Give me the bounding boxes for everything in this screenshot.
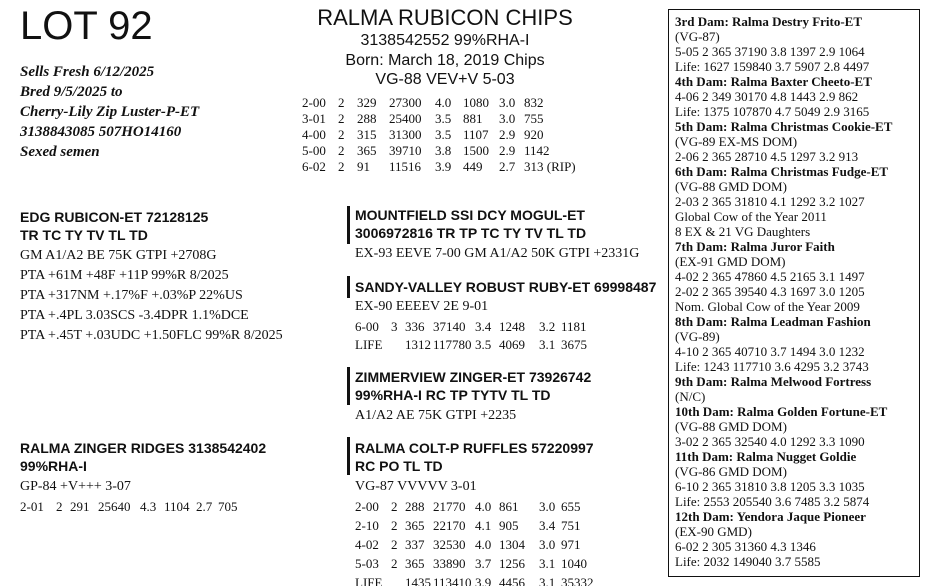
record-cell: 2 — [56, 498, 63, 514]
dam-name: RALMA ZINGER RIDGES 3138542402 — [20, 440, 267, 456]
record-cell: 1080 — [463, 95, 489, 110]
record-cell: 25640 — [98, 498, 131, 514]
record-cell: 2-01 — [20, 498, 44, 514]
record-cell: 117780 — [433, 337, 472, 352]
record-cell: 2 — [338, 111, 345, 126]
record-cell: LIFE — [355, 574, 383, 586]
dam-detail-line: 8 EX & 21 VG Daughters — [675, 224, 811, 239]
record-cell: 2 — [338, 143, 345, 158]
record-cell: 1304 — [499, 536, 525, 552]
dam-sire-block — [355, 368, 591, 426]
sire-dam-block — [355, 278, 656, 354]
record-cell: 35332 — [561, 574, 594, 586]
record-cell: 881 — [463, 111, 483, 126]
record-cell: 755 — [524, 111, 544, 126]
record-cell: 21770 — [433, 498, 466, 514]
dam-detail-line: 4-02 2 365 47860 4.5 2165 3.1 1497 — [675, 269, 865, 284]
dam-dam-records-table — [355, 497, 611, 586]
dam-detail-line: Life: 1375 107870 4.7 5049 2.9 3165 — [675, 104, 870, 119]
record-row — [302, 111, 584, 127]
record-cell: 315 — [357, 127, 377, 142]
record-cell: 4.3 — [140, 498, 157, 514]
dam-detail-line: 6-02 2 305 31360 4.3 1346 — [675, 539, 816, 554]
pedigree-bracket — [347, 367, 350, 405]
sale-info — [20, 62, 199, 162]
record-cell: 861 — [499, 498, 519, 514]
record-cell: 971 — [561, 536, 581, 552]
record-cell: 2-10 — [355, 517, 379, 533]
dam-detail-line: Life: 2553 205540 3.6 7485 3.2 5874 — [675, 494, 870, 509]
dam-dam-classification: VG-87 VVVVV 3-01 — [355, 479, 477, 494]
dam-detail-line: 2-02 2 365 39540 4.3 1697 3.0 1205 — [675, 284, 865, 299]
record-row — [355, 573, 611, 586]
dam-detail-line: Life: 1243 117710 3.6 4295 3.2 3743 — [675, 359, 869, 374]
record-cell: 4456 — [499, 574, 525, 586]
record-cell: 1256 — [499, 555, 525, 571]
dam-title: 4th Dam: Ralma Baxter Cheeto-ET — [675, 74, 872, 89]
record-row — [302, 159, 584, 175]
record-cell: 113410 — [433, 574, 472, 586]
record-cell: 22170 — [433, 517, 466, 533]
record-row — [20, 498, 258, 515]
dam-id: 99%RHA-I — [20, 458, 87, 474]
dam-detail-line: Life: 1627 159840 3.7 5907 2.8 4497 — [675, 59, 870, 74]
dam-detail-line: (VG-88 GMD DOM) — [675, 179, 787, 194]
record-cell: 3.0 — [499, 95, 516, 110]
record-cell: 2.7 — [196, 498, 213, 514]
dam-sire-codes: 99%RHA-I RC TP TYTV TL TD — [355, 387, 551, 403]
dam-detail-line: 6-10 2 365 31810 3.8 1205 3.3 1035 — [675, 479, 865, 494]
record-cell: 655 — [561, 498, 581, 514]
dam-detail-line: Nom. Global Cow of the Year 2009 — [675, 299, 860, 314]
record-cell: 2 — [391, 517, 398, 533]
dam-classification: GP-84 +V+++ 3-07 — [20, 479, 131, 494]
record-cell: 2 — [391, 555, 398, 571]
record-cell: 91 — [357, 159, 370, 174]
record-cell: 4069 — [499, 337, 525, 352]
dam-title: 3rd Dam: Ralma Destry Frito-ET — [675, 14, 863, 29]
record-cell: 905 — [499, 517, 519, 533]
record-row — [355, 318, 601, 336]
record-row — [355, 336, 601, 354]
record-row — [302, 143, 584, 159]
dam-title: 12th Dam: Yendora Jaque Pioneer — [675, 509, 866, 524]
dam-detail-line: Global Cow of the Year 2011 — [675, 209, 827, 224]
record-cell: 2 — [338, 127, 345, 142]
sale-info-line: 3138843085 507HO14160 — [20, 124, 182, 140]
record-cell: LIFE — [355, 337, 383, 352]
record-cell: 3.1 — [539, 555, 556, 571]
record-cell: 5-03 — [355, 555, 379, 571]
sire-sire-name: MOUNTFIELD SSI DCY MOGUL-ET — [355, 207, 585, 223]
record-cell: 2.7 — [499, 159, 516, 174]
record-row — [302, 95, 584, 111]
record-cell: 4.0 — [475, 536, 492, 552]
record-cell: 1040 — [561, 555, 587, 571]
record-cell: 1248 — [499, 319, 525, 334]
record-cell: 4.0 — [475, 498, 492, 514]
pedigree-bracket — [347, 206, 350, 244]
record-cell: 37140 — [433, 319, 466, 334]
record-cell: 832 — [524, 95, 544, 110]
dam-record-table — [20, 498, 258, 515]
sire-line: PTA +61M +48F +11P 99%R 8/2025 — [20, 268, 229, 283]
record-cell: 1435 — [405, 574, 431, 586]
record-cell: 1104 — [164, 498, 190, 514]
record-cell: 288 — [357, 111, 377, 126]
record-cell: 4-02 — [355, 536, 379, 552]
record-row — [355, 497, 611, 516]
sire-sire-codes: 3006972816 TR TP TC TY TV TL TD — [355, 225, 587, 241]
lot-number: LOT 92 — [20, 4, 153, 48]
dam-title: 11th Dam: Ralma Nugget Goldie — [675, 449, 857, 464]
record-cell: 4.1 — [475, 517, 492, 533]
dam-sire-line: A1/A2 AE 75K GTPI +2235 — [355, 408, 517, 423]
sire-line: PTA +.45T +.03UDC +1.50FLC 99%R 8/2025 — [20, 328, 283, 343]
record-cell: 11516 — [389, 159, 422, 174]
dam-detail-line: (VG-89) — [675, 329, 720, 344]
dam-detail-line: 4-06 2 349 30170 4.8 1443 2.9 862 — [675, 89, 859, 104]
sire-codes: TR TC TY TV TL TD — [20, 227, 148, 243]
record-cell: 336 — [405, 319, 425, 334]
dam-title: 5th Dam: Ralma Christmas Cookie-ET — [675, 119, 893, 134]
dam-detail-line: 5-05 2 365 37190 3.8 1397 2.9 1064 — [675, 44, 865, 59]
record-row — [302, 127, 584, 143]
sire-sire-block — [355, 206, 639, 264]
record-cell: 3 — [391, 319, 398, 334]
dam-detail-line: 3-02 2 365 32540 4.0 1292 3.3 1090 — [675, 434, 865, 449]
sire-dam-classification: EX-90 EEEEV 2E 9-01 — [355, 299, 489, 314]
record-cell: 3.9 — [475, 574, 492, 586]
record-cell: 25400 — [389, 111, 422, 126]
record-cell: 751 — [561, 517, 581, 533]
sire-line: GM A1/A2 BE 75K GTPI +2708G — [20, 248, 217, 263]
dam-detail-line: (VG-86 GMD DOM) — [675, 464, 787, 479]
record-cell: 2 — [391, 498, 398, 514]
record-cell: 5-00 — [302, 143, 326, 158]
record-cell: 3.4 — [475, 319, 492, 334]
dam-dam-codes: RC PO TL TD — [355, 458, 443, 474]
record-cell: 1312 — [405, 337, 431, 352]
sire-sire-line: EX-93 EEVE 7-00 GM A1/A2 50K GTPI +2331G — [355, 246, 640, 261]
dam-detail-line: 2-06 2 365 28710 4.5 1297 3.2 913 — [675, 149, 859, 164]
record-cell: 3675 — [561, 337, 587, 352]
dam-title: 8th Dam: Ralma Leadman Fashion — [675, 314, 871, 329]
sire-line: PTA +317NM +.17%F +.03%P 22%US — [20, 288, 243, 303]
record-cell: 365 — [357, 143, 377, 158]
animal-records-table — [302, 95, 584, 175]
record-cell: 6-02 — [302, 159, 326, 174]
record-cell: 31300 — [389, 127, 422, 142]
dam-detail-line: (EX-90 GMD) — [675, 524, 752, 539]
record-cell: 1500 — [463, 143, 489, 158]
record-cell: 288 — [405, 498, 425, 514]
record-cell: 920 — [524, 127, 544, 142]
record-cell: 313 (RIP) — [524, 159, 576, 174]
record-cell: 365 — [405, 517, 425, 533]
record-cell: 3.5 — [435, 111, 452, 126]
dam-detail-line: 4-10 2 365 40710 3.7 1494 3.0 1232 — [675, 344, 865, 359]
record-cell: 2.9 — [499, 127, 516, 142]
record-cell: 3-01 — [302, 111, 326, 126]
dam-title: 10th Dam: Ralma Golden Fortune-ET — [675, 404, 888, 419]
dam-detail-line: (VG-88 GMD DOM) — [675, 419, 787, 434]
dam-title: 9th Dam: Ralma Melwood Fortress — [675, 374, 872, 389]
record-cell: 2-00 — [355, 498, 379, 514]
pedigree-bracket — [347, 437, 350, 475]
dam-dam-block — [355, 439, 611, 586]
sire-dam-name: SANDY-VALLEY ROBUST RUBY-ET 69998487 — [355, 279, 657, 295]
record-cell: 2 — [391, 536, 398, 552]
dam-dam-name: RALMA COLT-P RUFFLES 57220997 — [355, 440, 594, 456]
record-cell: 3.1 — [539, 337, 556, 352]
dam-block — [20, 439, 266, 515]
record-cell: 1142 — [524, 143, 550, 158]
record-cell: 3.5 — [435, 127, 452, 142]
record-cell: 705 — [218, 498, 238, 514]
dam-detail-line: (EX-91 GMD DOM) — [675, 254, 786, 269]
record-cell: 3.5 — [475, 337, 492, 352]
record-cell: 39710 — [389, 143, 422, 158]
dam-title: 7th Dam: Ralma Juror Faith — [675, 239, 835, 254]
record-cell: 4.0 — [435, 95, 452, 110]
dam-title: 6th Dam: Ralma Christmas Fudge-ET — [675, 164, 889, 179]
dam-detail-line: (VG-87) — [675, 29, 720, 44]
record-cell: 6-00 — [355, 319, 379, 334]
dam-sire-name: ZIMMERVIEW ZINGER-ET 73926742 — [355, 369, 592, 385]
record-cell: 3.2 — [539, 319, 556, 334]
record-cell: 3.0 — [539, 536, 556, 552]
animal-name: RALMA RUBICON CHIPS — [317, 5, 573, 30]
record-cell: 3.4 — [539, 517, 556, 533]
dam-detail-line: 2-03 2 365 31810 4.1 1292 3.2 1027 — [675, 194, 865, 209]
record-cell: 365 — [405, 555, 425, 571]
record-cell: 4-00 — [302, 127, 326, 142]
record-cell: 3.0 — [539, 498, 556, 514]
record-cell: 2.9 — [499, 143, 516, 158]
record-cell — [391, 336, 405, 354]
animal-classification: VG-88 VEV+V 5-03 — [375, 71, 515, 88]
sale-info-line: Bred 9/5/2025 to — [20, 84, 123, 100]
animal-born: Born: March 18, 2019 Chips — [345, 52, 545, 69]
sire-name: EDG RUBICON-ET 72128125 — [20, 209, 209, 225]
pedigree-bracket — [347, 276, 350, 298]
record-cell: 3.7 — [475, 555, 492, 571]
record-cell: 2 — [338, 95, 345, 110]
sale-info-line: Sells Fresh 6/12/2025 — [20, 64, 155, 80]
record-cell: 337 — [405, 536, 425, 552]
sale-info-line: Sexed semen — [20, 144, 100, 160]
record-cell: 291 — [70, 498, 90, 514]
record-cell: 33890 — [433, 555, 466, 571]
record-cell: 2-00 — [302, 95, 326, 110]
record-cell: 449 — [463, 159, 483, 174]
animal-id: 3138542552 99%RHA-I — [360, 32, 530, 49]
sale-info-line: Cherry-Lily Zip Luster-P-ET — [20, 104, 200, 120]
record-cell: 3.1 — [539, 574, 556, 586]
dam-detail-line: (N/C) — [675, 389, 706, 404]
maternal-line-box — [668, 9, 920, 577]
record-cell: 2 — [338, 159, 345, 174]
sire-dam-records-table — [355, 318, 601, 354]
record-cell: 3.9 — [435, 159, 452, 174]
record-row — [355, 535, 611, 554]
record-row — [355, 554, 611, 573]
record-cell: 1107 — [463, 127, 489, 142]
record-cell: 3.0 — [499, 111, 516, 126]
record-cell: 32530 — [433, 536, 466, 552]
sire-block — [20, 208, 283, 346]
record-cell: 3.8 — [435, 143, 452, 158]
record-cell: 27300 — [389, 95, 422, 110]
record-cell — [391, 573, 405, 586]
dam-detail-line: Life: 2032 149040 3.7 5585 — [675, 554, 821, 569]
dam-detail-line: (VG-89 EX-MS DOM) — [675, 134, 798, 149]
record-row — [355, 516, 611, 535]
record-cell: 1181 — [561, 319, 587, 334]
record-cell: 329 — [357, 95, 377, 110]
sire-line: PTA +.4PL 3.03SCS -3.4DPR 1.1%DCE — [20, 308, 249, 323]
